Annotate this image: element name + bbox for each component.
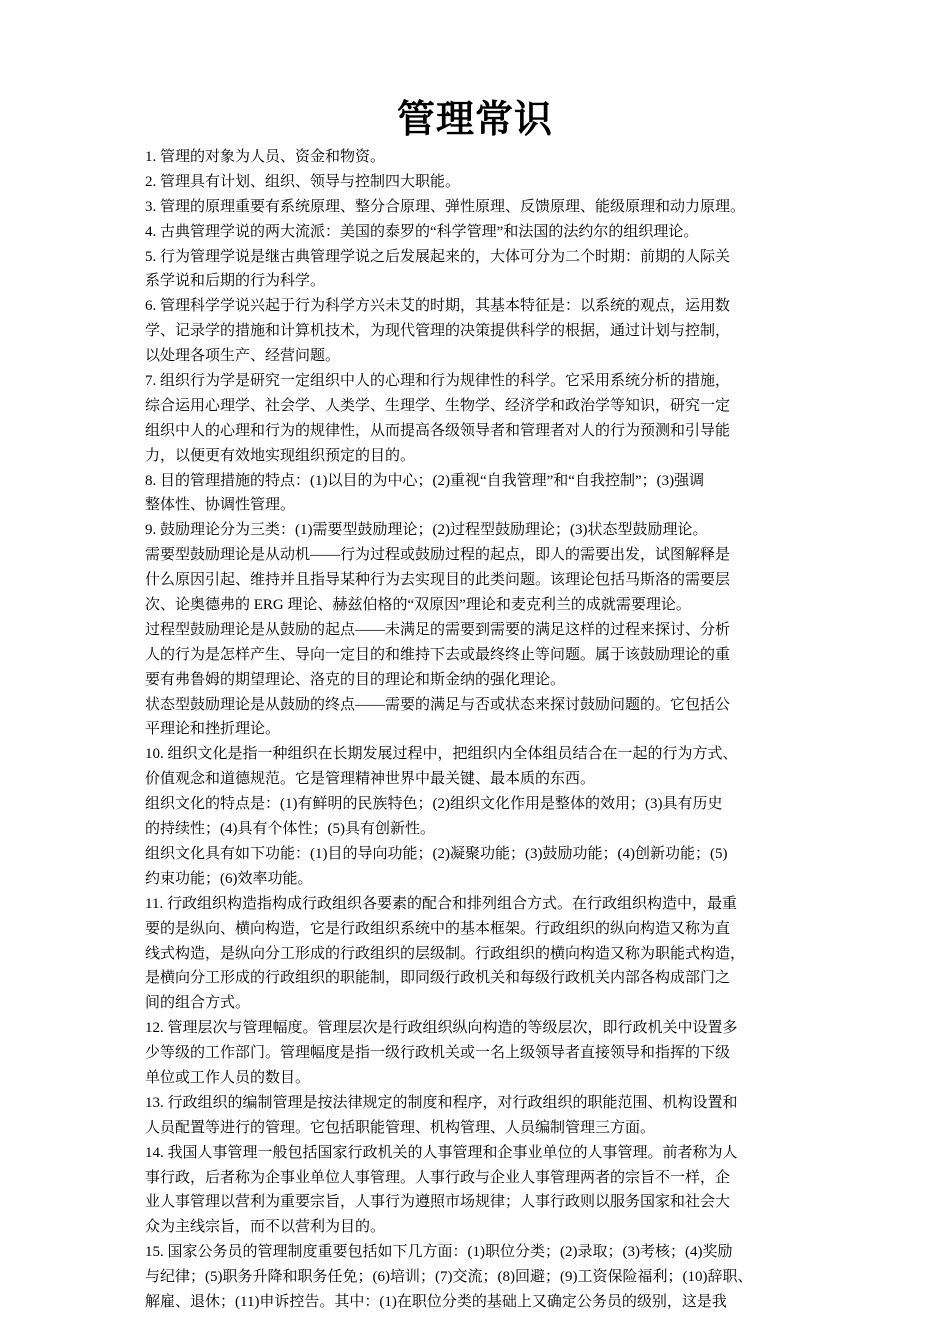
paragraph-line: 约束功能；(6)效率功能。 [145, 870, 313, 887]
paragraph-line: 12. 管理层次与管理幅度。管理层次是行政组织纵向构造的等级层次，即行政机关中设置多 [145, 1020, 738, 1037]
paragraph-line: 少等级的工作部门。管理幅度是指一级行政机关或一名上级领导者直接领导和指挥的下级 [145, 1045, 731, 1062]
paragraph-line: 要有弗鲁姆的期望理论、洛克的目的理论和斯金纳的强化理论。 [145, 671, 566, 688]
paragraph-line: 3. 管理的原理重要有系统原理、整分合原理、弹性原理、反馈原理、能级原理和动力原理。 [145, 198, 746, 215]
paragraph-line: 9. 鼓励理论分为三类：(1)需要型鼓励理论；(2)过程型鼓励理论；(3)状态型鼓励理论。 [145, 522, 708, 539]
paragraph-line: 组织文化的特点是：(1)有鲜明的民族特色；(2)组织文化作用是整体的效用；(3)具有历史 [145, 796, 723, 813]
paragraph-line: 15. 国家公务员的管理制度重要包括如下几方面：(1)职位分类；(2)录取；(3)考核；(4)奖励 [145, 1244, 733, 1261]
paragraph-line: 以处理各项生产、经营问题。 [145, 348, 341, 365]
paragraph-line: 人员配置等进行的管理。它包括职能管理、机构管理、人员编制管理三方面。 [145, 1119, 656, 1136]
paragraph-line: 2. 管理具有计划、组织、领导与控制四大职能。 [145, 173, 461, 190]
paragraph-line: 平理论和挫折理论。 [145, 721, 281, 738]
paragraph-line: 13. 行政组织的编制管理是按法律规定的制度和程序，对行政组织的职能范围、机构设置和 [145, 1094, 738, 1111]
paragraph-line: 10. 组织文化是指一种组织在长期发展过程中，把组织内全体组员结合在一起的行为方式、 [145, 746, 738, 763]
paragraph-line: 业人事管理以营利为重要宗旨，人事行为遵照市场规律；人事行政则以服务国家和社会大 [145, 1194, 731, 1211]
paragraph-line: 次、论奥德弗的 ERG 理论、赫兹伯格的“双原因”理论和麦克利兰的成就需要理论。 [145, 597, 691, 614]
paragraph-line: 6. 管理科学学说兴起于行为科学方兴未艾的时期，其基本特征是：以系统的观点，运用数 [145, 298, 731, 315]
paragraph-line: 解雇、退休；(11)申诉控告。其中：(1)在职位分类的基础上又确定公务员的级别，这是我 [145, 1293, 727, 1310]
paragraph-line: 14. 我国人事管理一般包括国家行政机关的人事管理和企事业单位的人事管理。前者称为人 [145, 1144, 738, 1161]
paragraph-line: 组织中人的心理和行为的规律性，从而提高各级领导者和管理者对人的行为预测和引导能 [145, 422, 731, 439]
paragraph-line: 线式构造，是纵向分工形成的行政组织的层级制。行政组织的横向构造又称为职能式构造， [145, 945, 746, 962]
paragraph-line: 人的行为是怎样产生、导向一定目的和维持下去或最终终止等问题。属于该鼓励理论的重 [145, 646, 731, 663]
paragraph-line: 综合运用心理学、社会学、人类学、生理学、生物学、经济学和政治学等知识，研究一定 [145, 397, 731, 414]
document-body [145, 145, 815, 1315]
paragraph-line: 8. 目的管理措施的特点：(1)以目的为中心；(2)重视“自我管理”和“自我控制”；(3)强调 [145, 472, 705, 489]
paragraph-line: 需要型鼓励理论是从动机——行为过程或鼓励过程的起点，即人的需要出发，试图解释是 [145, 547, 731, 564]
paragraph-line: 组织文化具有如下功能：(1)目的导向功能；(2)凝聚功能；(3)鼓励功能；(4)创新功能；(5) [145, 845, 728, 862]
document-title: 管理常识 [396, 96, 553, 141]
paragraph-line: 间的组合方式。 [145, 995, 251, 1012]
paragraph-line: 系学说和后期的行为科学。 [145, 273, 326, 290]
paragraph-line: 学、记录学的措施和计算机技术，为现代管理的决策提供科学的根据，通过计划与控制， [145, 323, 731, 340]
paragraph-line: 与纪律；(5)职务升降和职务任免；(6)培训；(7)交流；(8)回避；(9)工资保险福利；(10)辞职、 [145, 1269, 753, 1286]
paragraph-line: 众为主线宗旨，而不以营利为目的。 [145, 1219, 386, 1236]
paragraph-line: 4. 古典管理学说的两大流派：美国的泰罗的“科学管理”和法国的法约尔的组织理论。 [145, 223, 699, 240]
paragraph-line: 什么原因引起、维持并且指导某种行为去实现目的此类问题。该理论包括马斯洛的需要层 [145, 572, 731, 589]
paragraph-line: 1. 管理的对象为人员、资金和物资。 [145, 149, 386, 165]
paragraph-line: 事行政，后者称为企事业单位人事管理。人事行政与企业人事管理两者的宗旨不一样，企 [145, 1169, 731, 1186]
paragraph-line: 要的是纵向、横向构造，它是行政组织系统中的基本框架。行政组织的纵向构造又称为直 [145, 920, 731, 937]
paragraph-line: 单位或工作人员的数目。 [145, 1069, 311, 1086]
paragraph-line: 是横向分工形成的行政组织的职能制，即同级行政机关和每级行政机关内部各构成部门之 [145, 970, 731, 987]
paragraph-line: 状态型鼓励理论是从鼓励的终点——需要的满足与否或状态来探讨鼓励问题的。它包括公 [145, 696, 731, 713]
paragraph-line: 力，以便更有效地实现组织预定的目的。 [145, 447, 416, 464]
paragraph-line: 5. 行为管理学说是继古典管理学说之后发展起来的，大体可分为二个时期：前期的人际关 [145, 248, 731, 265]
paragraph-line: 过程型鼓励理论是从鼓励的起点——未满足的需要到需要的满足这样的过程来探讨、分析 [145, 621, 731, 638]
paragraph-line: 的持续性；(4)具有个体性；(5)具有创新性。 [145, 821, 435, 838]
paragraph-line: 整体性、协调性管理。 [145, 497, 296, 514]
paragraph-line: 7. 组织行为学是研究一定组织中人的心理和行为规律性的科学。它采用系统分析的措施， [145, 373, 731, 390]
paragraph-line: 11. 行政组织构造指构成行政组织各要素的配合和排列组合方式。在行政组织构造中，最重 [145, 895, 737, 912]
paragraph-line: 价值观念和道德规范。它是管理精神世界中最关键、最本质的东西。 [145, 771, 596, 788]
